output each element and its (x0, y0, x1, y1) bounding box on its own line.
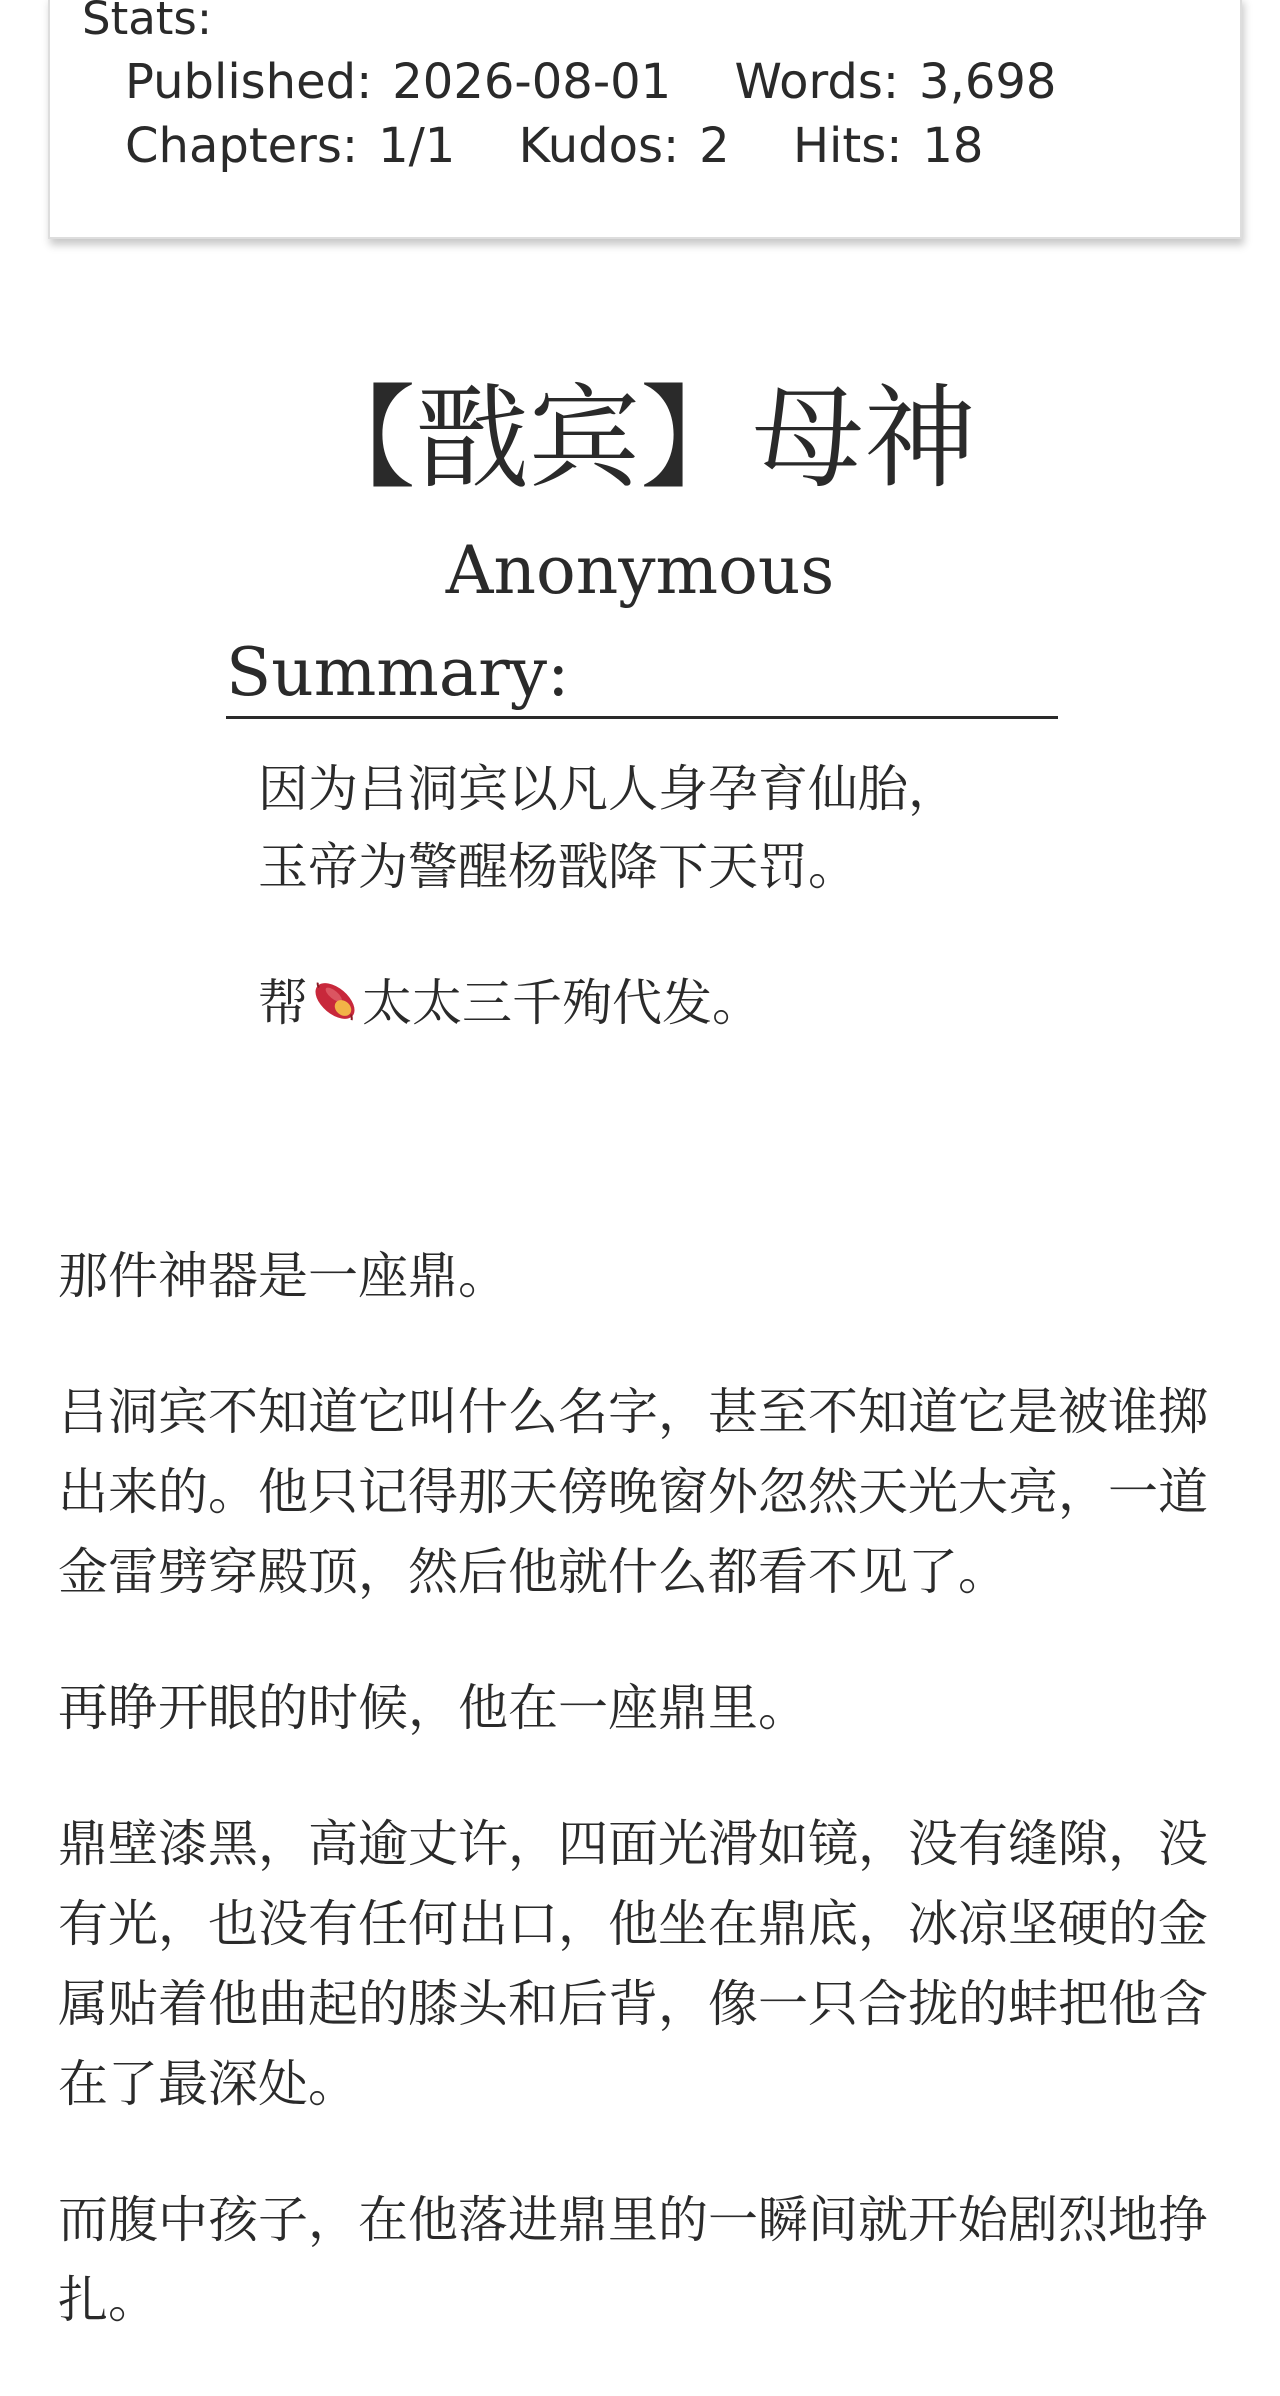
author-link[interactable]: Anonymous (445, 532, 835, 609)
stats-heading: Stats: (82, 0, 213, 45)
summary-text (258, 750, 1158, 1042)
summary-line-1: 因为吕洞宾以凡人身孕育仙胎， (258, 760, 958, 818)
work-title: 【戬宾】母神 (304, 374, 976, 504)
story-paragraph: 那件神器是一座鼎。 (58, 1247, 508, 1305)
words-label: Words: (734, 54, 900, 110)
published-label: Published: (125, 54, 373, 110)
work-meta-box (48, 0, 1242, 239)
story-paragraph: 再睁开眼的时候，他在一座鼎里。 (58, 1679, 808, 1737)
stat-words (734, 54, 1057, 110)
credit-text-after: 太太三千殉代发。 (362, 974, 762, 1032)
stat-hits (792, 118, 984, 174)
published-value: 2026-08-01 (392, 54, 672, 110)
summary-heading: Summary: (226, 640, 1058, 719)
chapter-text (58, 1236, 1232, 2396)
summary-line-2: 玉帝为警醒杨戬降下天罚。 (258, 838, 858, 896)
story-paragraph: 而腹中孩子，在他落进鼎里的一瞬间就开始剧烈地挣扎。 (58, 2191, 1208, 2329)
story-paragraph: 鼎壁漆黑，高逾丈许，四面光滑如镜，没有缝隙，没有光，也没有任何出口，他坐在鼎底，冰凉坚硬的金属贴着他曲起的膝头和后背，像一只合拢的蚌把他含在了最深处。 (58, 1815, 1208, 2113)
kudos-label: Kudos: (518, 118, 680, 174)
words-value: 3,698 (919, 54, 1057, 110)
hits-label: Hits: (792, 118, 903, 174)
sweet-potato-icon (310, 976, 360, 1026)
story-paragraph: 吕洞宾不知道它叫什么名字，甚至不知道它是被谁掷出来的。他只记得那天傍晚窗外忽然天光大亮，一道金雷劈穿殿顶，然后他就什么都看不见了。 (58, 1383, 1208, 1601)
credit-text-before: 帮 (258, 974, 308, 1032)
stat-kudos (518, 118, 730, 174)
stat-chapters (125, 118, 456, 174)
stats-row-2 (125, 118, 984, 174)
hits-value: 18 (922, 118, 984, 174)
chapters-label: Chapters: (125, 118, 359, 174)
chapters-value: 1/1 (378, 118, 456, 174)
kudos-value: 2 (699, 118, 730, 174)
summary-credit (258, 964, 1158, 1042)
summary-paragraph (258, 750, 1158, 906)
stats-row-1 (125, 54, 1057, 110)
stat-published (125, 54, 672, 110)
